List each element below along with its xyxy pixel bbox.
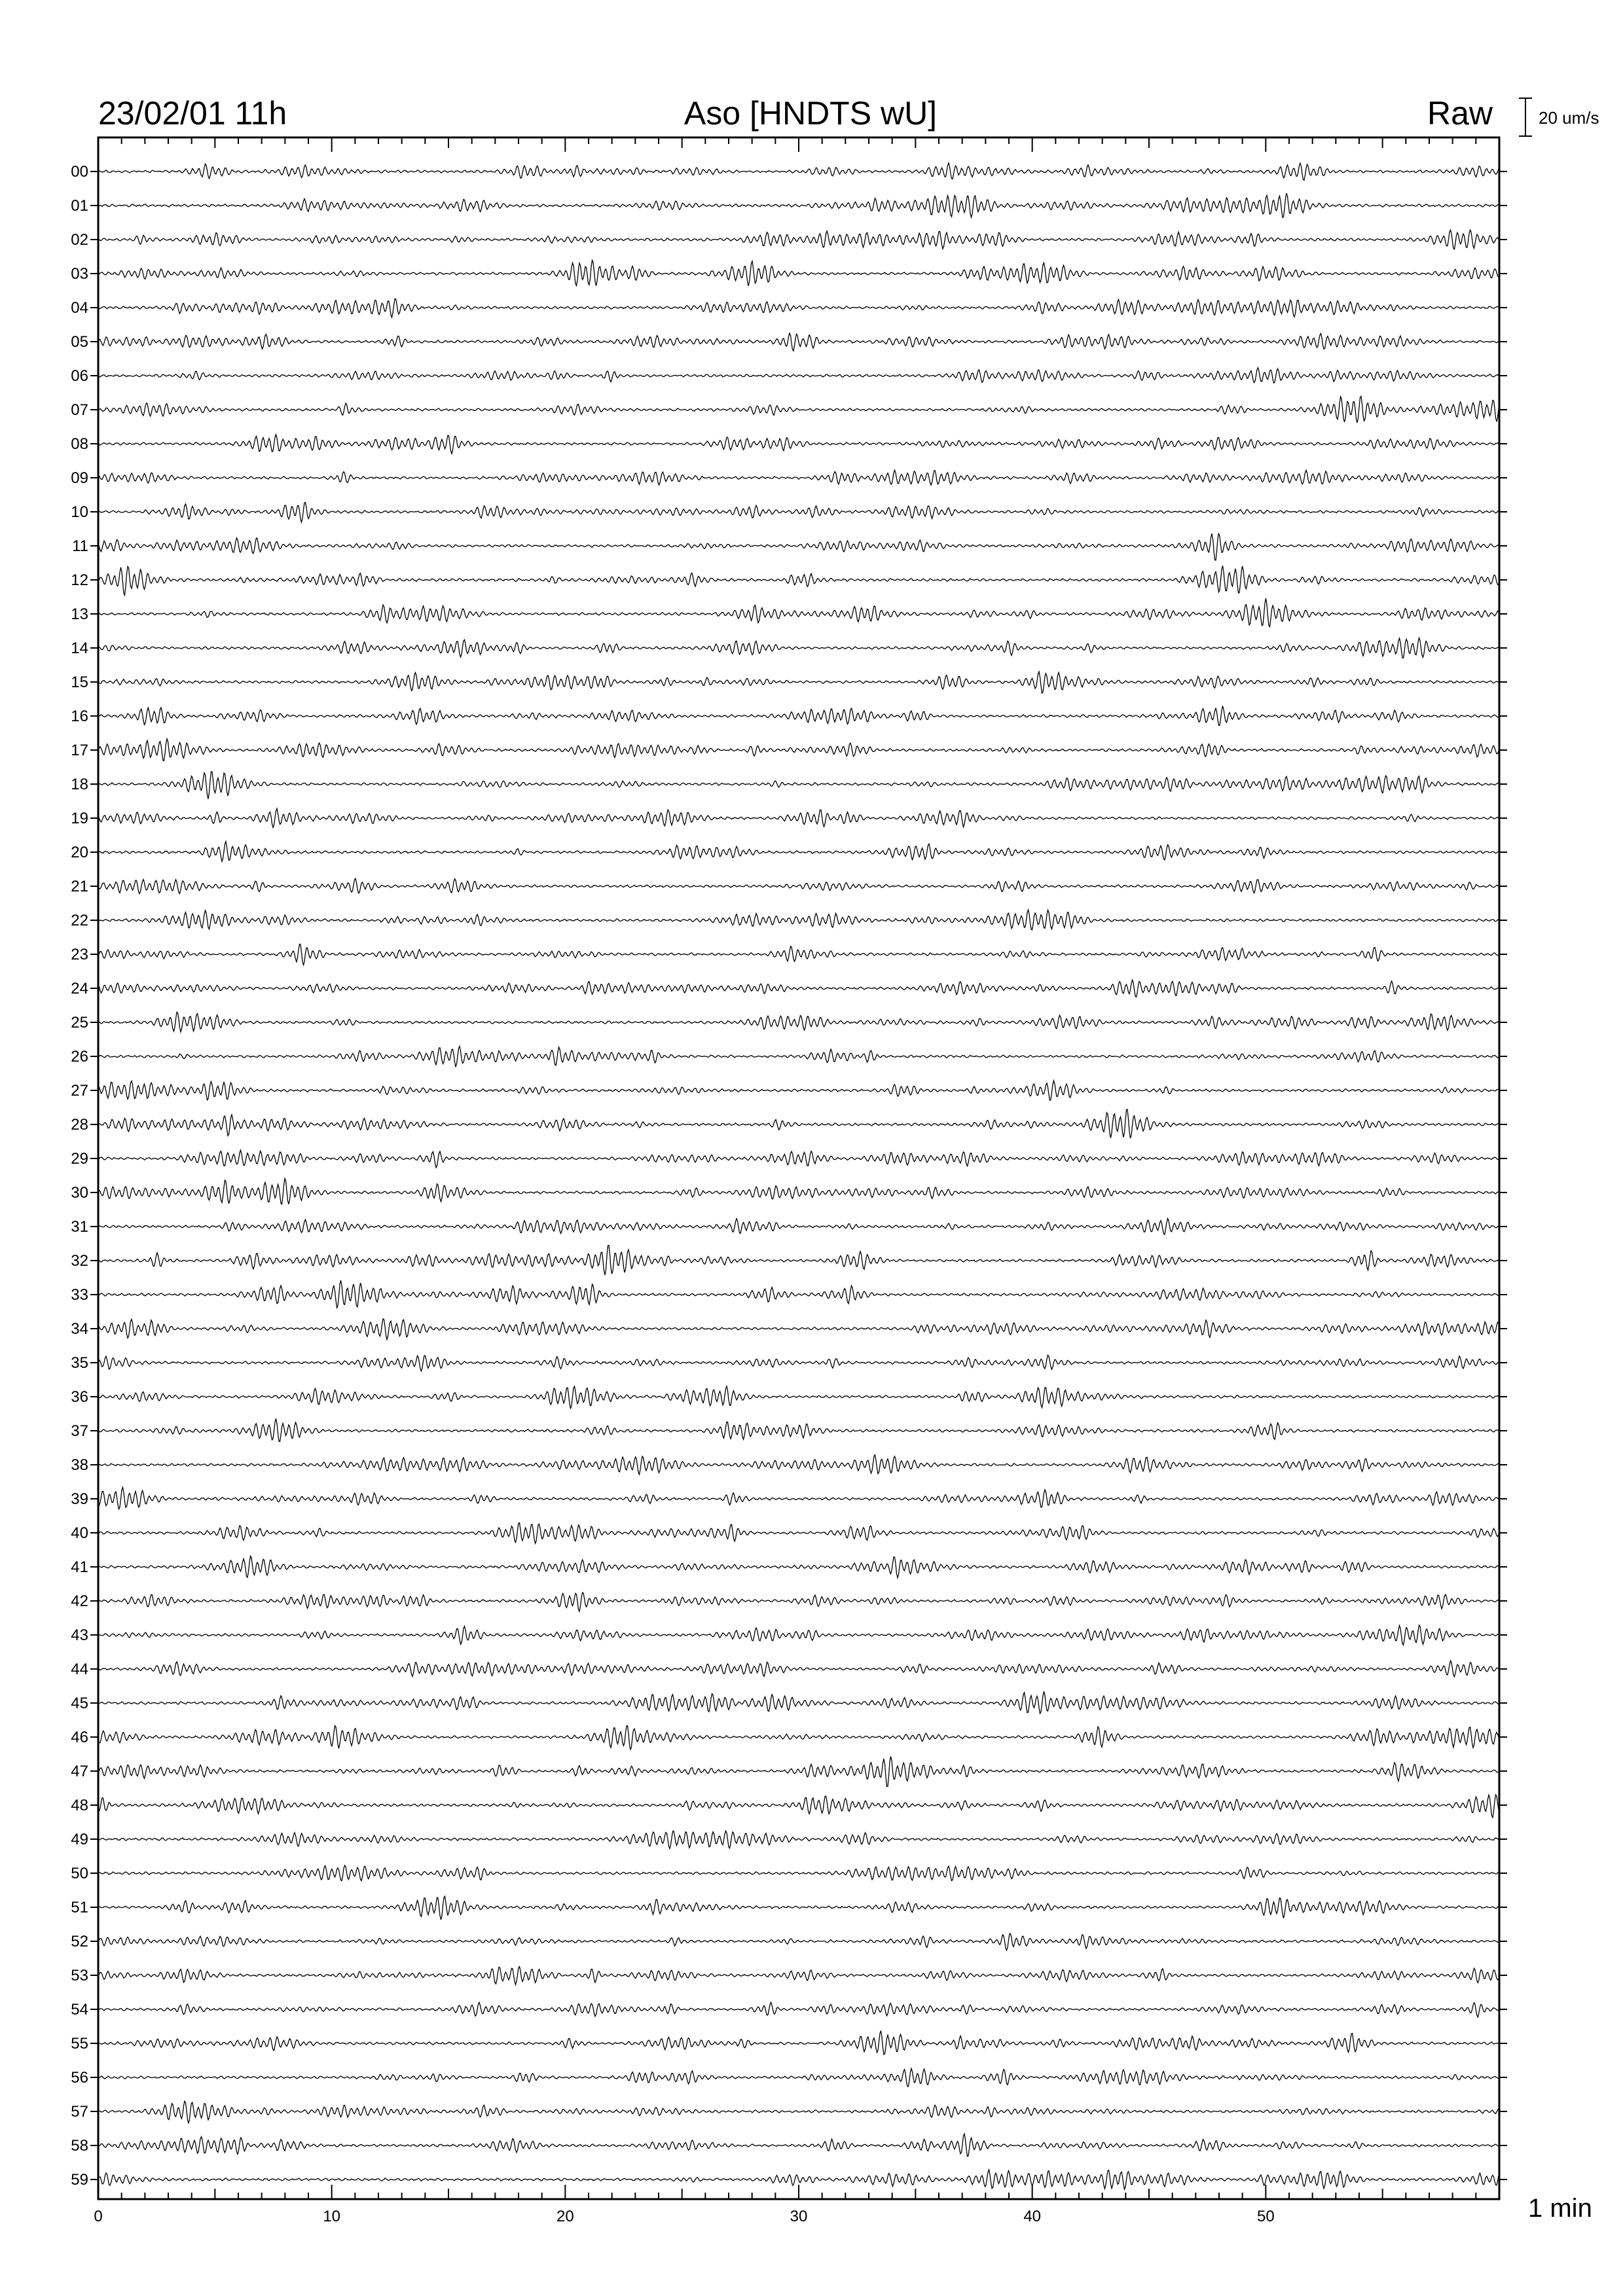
trace-35 bbox=[98, 1355, 1499, 1371]
row-label-04: 04 bbox=[71, 299, 88, 317]
x-tick-label-40: 40 bbox=[1023, 2208, 1042, 2225]
trace-31 bbox=[98, 1219, 1499, 1234]
row-label-58: 58 bbox=[71, 2137, 88, 2155]
row-label-05: 05 bbox=[71, 333, 88, 351]
x-tick-label-0: 0 bbox=[94, 2208, 103, 2225]
trace-10 bbox=[98, 503, 1499, 523]
row-label-31: 31 bbox=[71, 1218, 88, 1236]
hour-row-labels bbox=[71, 163, 88, 2189]
row-label-59: 59 bbox=[71, 2171, 88, 2189]
trace-30 bbox=[98, 1179, 1499, 1205]
trace-14 bbox=[98, 638, 1499, 658]
trace-08 bbox=[98, 435, 1499, 454]
row-label-16: 16 bbox=[71, 708, 88, 725]
trace-54 bbox=[98, 2002, 1499, 2017]
row-label-17: 17 bbox=[71, 742, 88, 759]
trace-27 bbox=[98, 1081, 1499, 1100]
row-label-50: 50 bbox=[71, 1865, 88, 1882]
trace-00 bbox=[98, 163, 1499, 181]
row-label-55: 55 bbox=[71, 2035, 88, 2053]
trace-11 bbox=[98, 533, 1499, 561]
trace-17 bbox=[98, 739, 1499, 761]
trace-57 bbox=[98, 2101, 1499, 2123]
row-label-52: 52 bbox=[71, 1933, 88, 1950]
row-label-03: 03 bbox=[71, 265, 88, 283]
trace-25 bbox=[98, 1012, 1499, 1031]
row-label-25: 25 bbox=[71, 1014, 88, 1031]
trace-41 bbox=[98, 1556, 1499, 1577]
trace-15 bbox=[98, 672, 1499, 693]
row-label-41: 41 bbox=[71, 1558, 88, 1576]
x-tick-label-10: 10 bbox=[323, 2208, 341, 2225]
row-label-26: 26 bbox=[71, 1048, 88, 1066]
trace-26 bbox=[98, 1047, 1499, 1067]
row-label-42: 42 bbox=[71, 1592, 88, 1610]
trace-07 bbox=[98, 397, 1499, 423]
row-label-02: 02 bbox=[71, 231, 88, 249]
trace-23 bbox=[98, 944, 1499, 965]
row-label-48: 48 bbox=[71, 1797, 88, 1814]
row-label-15: 15 bbox=[71, 673, 88, 691]
row-label-47: 47 bbox=[71, 1763, 88, 1780]
row-label-57: 57 bbox=[71, 2103, 88, 2121]
trace-38 bbox=[98, 1455, 1499, 1475]
trace-50 bbox=[98, 1865, 1499, 1881]
trace-55 bbox=[98, 2031, 1499, 2055]
row-label-54: 54 bbox=[71, 2001, 88, 2018]
row-label-08: 08 bbox=[71, 435, 88, 453]
row-label-28: 28 bbox=[71, 1116, 88, 1134]
row-label-18: 18 bbox=[71, 776, 88, 793]
trace-24 bbox=[98, 980, 1499, 997]
x-tick-labels bbox=[94, 2208, 1274, 2225]
row-label-09: 09 bbox=[71, 469, 88, 487]
trace-44 bbox=[98, 1660, 1499, 1677]
trace-46 bbox=[98, 1726, 1499, 1750]
row-label-01: 01 bbox=[71, 197, 88, 215]
trace-28 bbox=[98, 1109, 1499, 1138]
record-date: 23/02/01 11h bbox=[98, 95, 287, 132]
trace-45 bbox=[98, 1691, 1499, 1713]
plot-frame bbox=[98, 137, 1499, 2199]
row-label-49: 49 bbox=[71, 1831, 88, 1848]
row-label-27: 27 bbox=[71, 1082, 88, 1100]
trace-40 bbox=[98, 1523, 1499, 1543]
trace-32 bbox=[98, 1246, 1499, 1276]
row-label-10: 10 bbox=[71, 503, 88, 521]
trace-06 bbox=[98, 368, 1499, 383]
trace-43 bbox=[98, 1625, 1499, 1645]
trace-58 bbox=[98, 2134, 1499, 2157]
trace-56 bbox=[98, 2069, 1499, 2087]
trace-49 bbox=[98, 1831, 1499, 1848]
row-label-29: 29 bbox=[71, 1150, 88, 1168]
row-label-30: 30 bbox=[71, 1184, 88, 1202]
trace-42 bbox=[98, 1592, 1499, 1611]
trace-05 bbox=[98, 333, 1499, 351]
row-label-33: 33 bbox=[71, 1286, 88, 1304]
trace-16 bbox=[98, 706, 1499, 726]
trace-02 bbox=[98, 230, 1499, 249]
trace-01 bbox=[98, 193, 1499, 217]
row-label-32: 32 bbox=[71, 1252, 88, 1270]
row-label-38: 38 bbox=[71, 1456, 88, 1474]
trace-12 bbox=[98, 565, 1499, 595]
x-tick-label-20: 20 bbox=[556, 2208, 574, 2225]
trace-04 bbox=[98, 299, 1499, 317]
trace-53 bbox=[98, 1967, 1499, 1985]
row-label-34: 34 bbox=[71, 1320, 88, 1338]
row-label-11: 11 bbox=[72, 537, 88, 555]
row-label-53: 53 bbox=[71, 1967, 88, 1984]
trace-39 bbox=[98, 1487, 1499, 1509]
row-label-56: 56 bbox=[71, 2069, 88, 2087]
row-label-40: 40 bbox=[71, 1524, 88, 1542]
trace-51 bbox=[98, 1896, 1499, 1920]
trace-52 bbox=[98, 1933, 1499, 1950]
trace-20 bbox=[98, 842, 1499, 862]
row-label-20: 20 bbox=[71, 844, 88, 861]
tick-marks bbox=[90, 137, 1507, 2199]
row-label-22: 22 bbox=[71, 912, 88, 929]
row-label-39: 39 bbox=[71, 1490, 88, 1508]
row-label-23: 23 bbox=[71, 946, 88, 963]
station-title: Aso [HNDTS wU] bbox=[684, 95, 938, 132]
amplitude-scale-label: 20 um/s bbox=[1539, 108, 1599, 128]
row-label-19: 19 bbox=[71, 810, 88, 827]
trace-13 bbox=[98, 598, 1499, 627]
row-label-07: 07 bbox=[71, 401, 88, 419]
trace-22 bbox=[98, 910, 1499, 930]
trace-09 bbox=[98, 470, 1499, 485]
trace-47 bbox=[98, 1757, 1499, 1787]
trace-48 bbox=[98, 1795, 1499, 1818]
row-label-06: 06 bbox=[71, 367, 88, 385]
trace-37 bbox=[98, 1418, 1499, 1441]
row-label-35: 35 bbox=[71, 1354, 88, 1372]
trace-29 bbox=[98, 1150, 1499, 1168]
row-label-24: 24 bbox=[71, 980, 88, 997]
trace-34 bbox=[98, 1319, 1499, 1340]
x-axis-unit: 1 min bbox=[1528, 2194, 1592, 2223]
row-label-45: 45 bbox=[71, 1695, 88, 1712]
trace-19 bbox=[98, 808, 1499, 827]
x-tick-label-50: 50 bbox=[1256, 2208, 1275, 2225]
row-label-14: 14 bbox=[71, 639, 88, 657]
trace-03 bbox=[98, 260, 1499, 286]
row-label-13: 13 bbox=[71, 605, 88, 623]
trace-18 bbox=[98, 772, 1499, 799]
row-label-12: 12 bbox=[71, 571, 88, 589]
row-label-21: 21 bbox=[71, 878, 88, 895]
x-tick-label-30: 30 bbox=[790, 2208, 808, 2225]
row-label-37: 37 bbox=[71, 1422, 88, 1440]
row-label-44: 44 bbox=[71, 1660, 88, 1678]
row-label-36: 36 bbox=[71, 1388, 88, 1406]
trace-36 bbox=[98, 1386, 1499, 1408]
trace-21 bbox=[98, 878, 1499, 893]
filter-mode: Raw bbox=[1427, 95, 1493, 132]
row-label-46: 46 bbox=[71, 1729, 88, 1746]
trace-33 bbox=[98, 1280, 1499, 1308]
row-label-43: 43 bbox=[71, 1626, 88, 1644]
row-label-00: 00 bbox=[71, 163, 88, 181]
seismic-traces bbox=[98, 163, 1499, 2189]
row-label-51: 51 bbox=[71, 1899, 88, 1916]
